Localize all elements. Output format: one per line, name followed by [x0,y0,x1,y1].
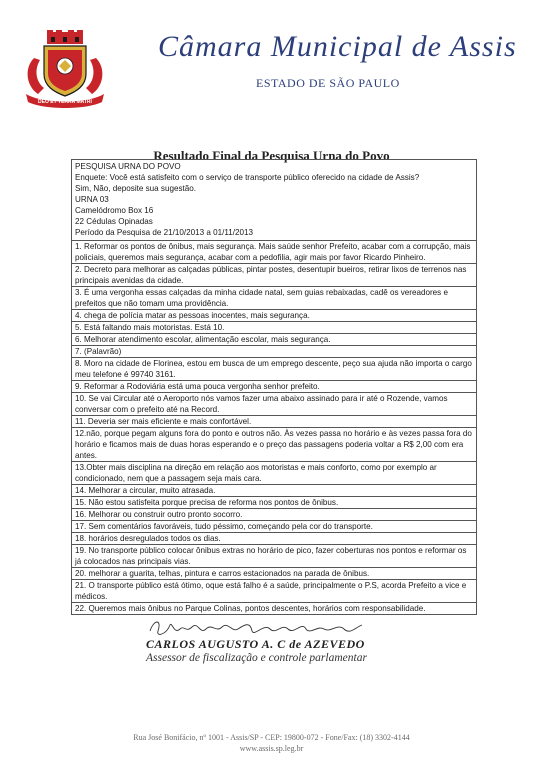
institution-name: Câmara Municipal de Assis [158,30,517,63]
response-row: 7. (Palavrão) [72,346,476,358]
footer-website[interactable]: www.assis.sp.leg.br [239,744,304,753]
response-row: 6. Melhorar atendimento escolar, alimentação escolar, mais segurança. [72,334,476,346]
meta-line: Enquete: Você está satisfeito com o serviço de transporte público oferecido na cidade de Assis? [75,173,420,182]
footer-address: Rua José Bonifácio, nº 1001 - Assis/SP - CEP: 19800-072 - Fone/Fax: (18) 3302-4144 [133,733,410,742]
response-row: 8. Moro na cidade de Florinea, estou em busca de um emprego descente, peço sua ajuda não importa o cargo meu telefone é 99740 3161. [72,358,476,381]
survey-results-table [71,159,477,615]
response-row: 15. Não estou satisfeita porque precisa de reforma nos pontos de ônibus. [72,497,476,509]
state-name: ESTADO DE SÃO PAULO [256,76,400,90]
meta-line: Camelódromo Box 16 [75,206,154,215]
response-row: 18. horários desregulados todos os dias. [72,533,476,545]
response-row: 12.não, porque pegam alguns fora do ponto e outros não. Às vezes passa no horário e às vezes passa fora do horário e ficamos mais de duas horas esperando e o preço das passagens poderia voltar a R$ 2,00 com era antes. [72,428,476,462]
signer-role: Assessor de fiscalização e controle parlamentar [146,652,367,664]
survey-meta [72,160,476,241]
crest-motto: DEO ET TERRA MATRI [38,99,92,105]
meta-line: URNA 03 [75,195,109,204]
response-row: 22. Queremos mais ônibus no Parque Colinas, pontos descentes, horários com responsabilidade. [75,604,426,613]
response-row: 16. Melhorar ou construir outro pronto socorro. [72,509,476,521]
meta-line: Sim, Não, deposite sua sugestão. [75,184,197,193]
response-row: 9. Reformar a Rodoviária está uma pouca vergonha senhor prefeito. [72,381,476,393]
coat-of-arms-logo [22,30,108,108]
signer-name: CARLOS AUGUSTO A. C de AZEVEDO [146,637,365,651]
response-row: 11. Deveria ser mais eficiente e mais confortável. [72,416,476,428]
response-row: 3. É uma vergonha essas calçadas da minha cidade natal, sem guias rebaixadas, cadê os vereadores e prefeitos que não tomam uma providência. [72,287,476,310]
response-row: 5. Está faltando mais motoristas. Está 10. [72,322,476,334]
response-row: 14. Melhorar a circular, muito atrasada. [72,485,476,497]
response-row: 4. chega de polícia matar as pessoas inocentes, mais segurança. [72,310,476,322]
crown-icon [47,30,83,44]
meta-line: PESQUISA URNA DO POVO [75,162,181,171]
response-row: 20. melhorar a guarita, telhas, pintura e carros estacionados na parada de ônibus. [72,568,476,580]
response-row: 17. Sem comentários favoráveis, tudo péssimo, começando pela cor do transporte. [72,521,476,533]
response-row: 2. Decreto para melhorar as calçadas públicas, pintar postes, desentupir bueiros, retirar lixos de terrenos nas principais avenidas da cidade. [72,264,476,287]
response-row: 21. O transporte público está ótimo, oque está falho é a saúde, principalmente o P.S, acorda Prefeito a vice e médicos. [72,580,476,603]
meta-line: Período da Pesquisa de 21/10/2013 a 01/11/2013 [75,228,254,237]
handwritten-signature [146,617,366,639]
response-row: 10. Se vai Circular até o Aeroporto nós vamos fazer uma abaixo assinado para ir até o Rozende, vamos conversar com o prefeito até na Record. [72,393,476,416]
meta-line: 22 Cédulas Opinadas [75,217,153,226]
shield-icon [44,46,86,96]
response-row: 13.Obter mais disciplina na direção em relação aos motoristas e mais conforto, como por exemplo ar condicionado, nem que a passagem seja mais cara. [72,462,476,485]
document-title: Resultado Final da Pesquisa Urna do Povo [153,148,390,163]
response-row: 1. Reformar os pontos de ônibus, mais segurança. Mais saúde senhor Prefeito, acabar com a corrupção, mais policiais, queremos mais segurança, acabar com a pedofilia, agir mais por favor Ricardo Pinheiro. [72,241,476,264]
response-row: 19. No transporte público colocar ônibus extras no horário de pico, fazer coberturas nos pontos e reformar os já colocados nas principais vias. [72,545,476,568]
